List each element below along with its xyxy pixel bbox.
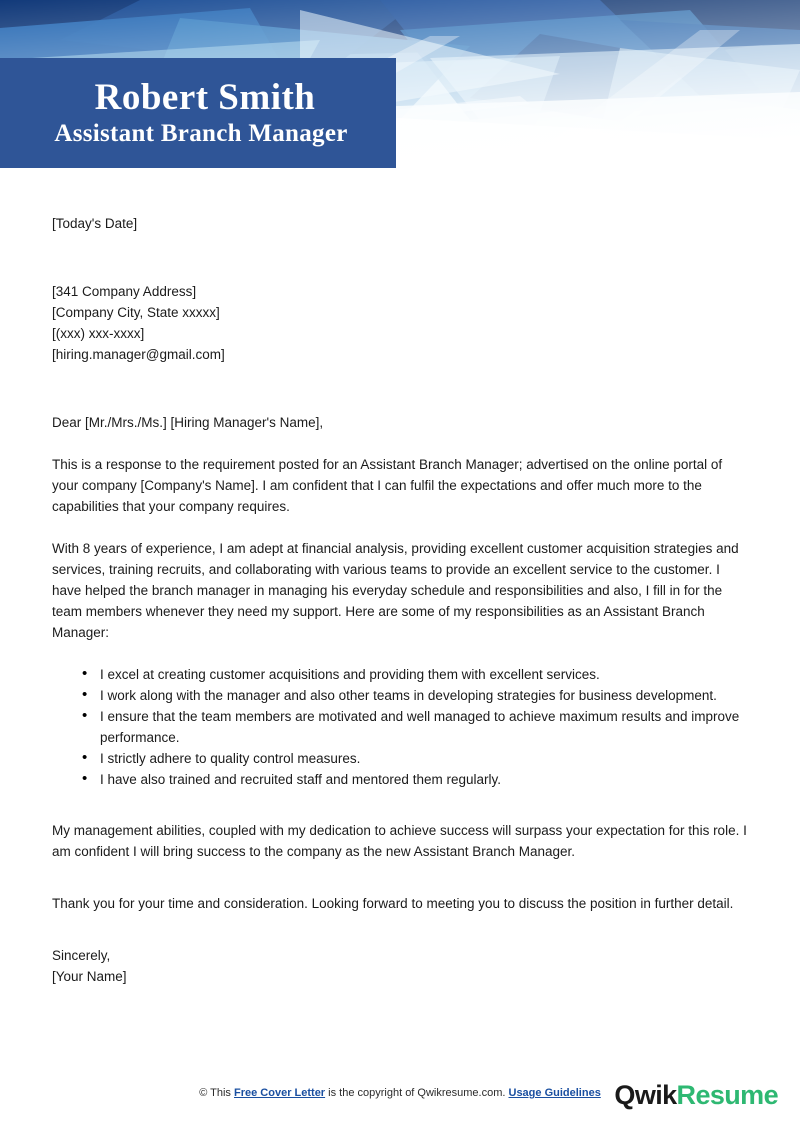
- recipient-address-line: [341 Company Address]: [52, 284, 197, 299]
- paragraph-thanks: Thank you for your time and consideration. Looking forward to meeting you to discuss the position in further detail.: [52, 896, 734, 911]
- paragraph-closing: My management abilities, coupled with my dedication to achieve success will surpass your expectation for this role. I am confident I will bring success to the company as the new Assistant Branch Manager.: [52, 823, 747, 859]
- free-cover-letter-link[interactable]: Free Cover Letter: [234, 1087, 326, 1099]
- usage-guidelines-link[interactable]: Usage Guidelines: [508, 1087, 601, 1099]
- letter-date: [Today's Date]: [52, 216, 138, 231]
- duties-list: [52, 664, 748, 790]
- list-item: • I work along with the manager and also other teams in developing strategies for business development.: [82, 685, 748, 706]
- signoff-block: [52, 945, 748, 987]
- qwikresume-logo[interactable]: [614, 1080, 778, 1111]
- nameplate: [0, 58, 396, 168]
- copyright-prefix: © This: [199, 1087, 234, 1099]
- list-item: • I strictly adhere to quality control measures.: [82, 748, 748, 769]
- list-item: • I excel at creating customer acquisitions and providing them with excellent services.: [82, 664, 748, 685]
- signoff-word: Sincerely,: [52, 948, 111, 963]
- cover-letter-body: [0, 180, 800, 987]
- salutation: Dear [Mr./Mrs./Ms.] [Hiring Manager's Name],: [52, 415, 324, 430]
- copyright-middle: is the copyright of Qwikresume.com.: [325, 1087, 509, 1099]
- paragraph-intro: This is a response to the requirement posted for an Assistant Branch Manager; advertised on the online portal of your company [Company's Name]. I am confident that I can fulfil the expectations and offer much more to the capabilities that your company requires.: [52, 457, 723, 514]
- page-footer: [0, 1071, 800, 1131]
- applicant-name: Robert Smith: [94, 76, 316, 118]
- applicant-job-title: Assistant Branch Manager: [54, 119, 348, 147]
- list-item: • I ensure that the team members are motivated and well managed to achieve maximum results and improve performance.: [82, 706, 748, 748]
- paragraph-experience: With 8 years of experience, I am adept at financial analysis, providing excellent customer acquisition strategies and services, training recruits, and collaborating with various teams to provide an excellent service to the customer. I have helped the branch manager in managing his everyday schedule and responsibilities and also, I fill in for the team members whenever they need my support. Here are some of my responsibilities as an Assistant Branch Manager:: [52, 541, 739, 640]
- signoff-name: [Your Name]: [52, 969, 127, 984]
- recipient-phone: [(xxx) xxx-xxxx]: [52, 326, 145, 341]
- logo-text-resume: Resume: [676, 1080, 778, 1110]
- recipient-block: [52, 281, 748, 365]
- recipient-email: [hiring.manager@gmail.com]: [52, 347, 225, 362]
- logo-text-qwik: Qwik: [614, 1080, 677, 1110]
- list-item: • I have also trained and recruited staff and mentored them regularly.: [82, 769, 748, 790]
- recipient-city-state-zip: [Company City, State xxxxx]: [52, 305, 220, 320]
